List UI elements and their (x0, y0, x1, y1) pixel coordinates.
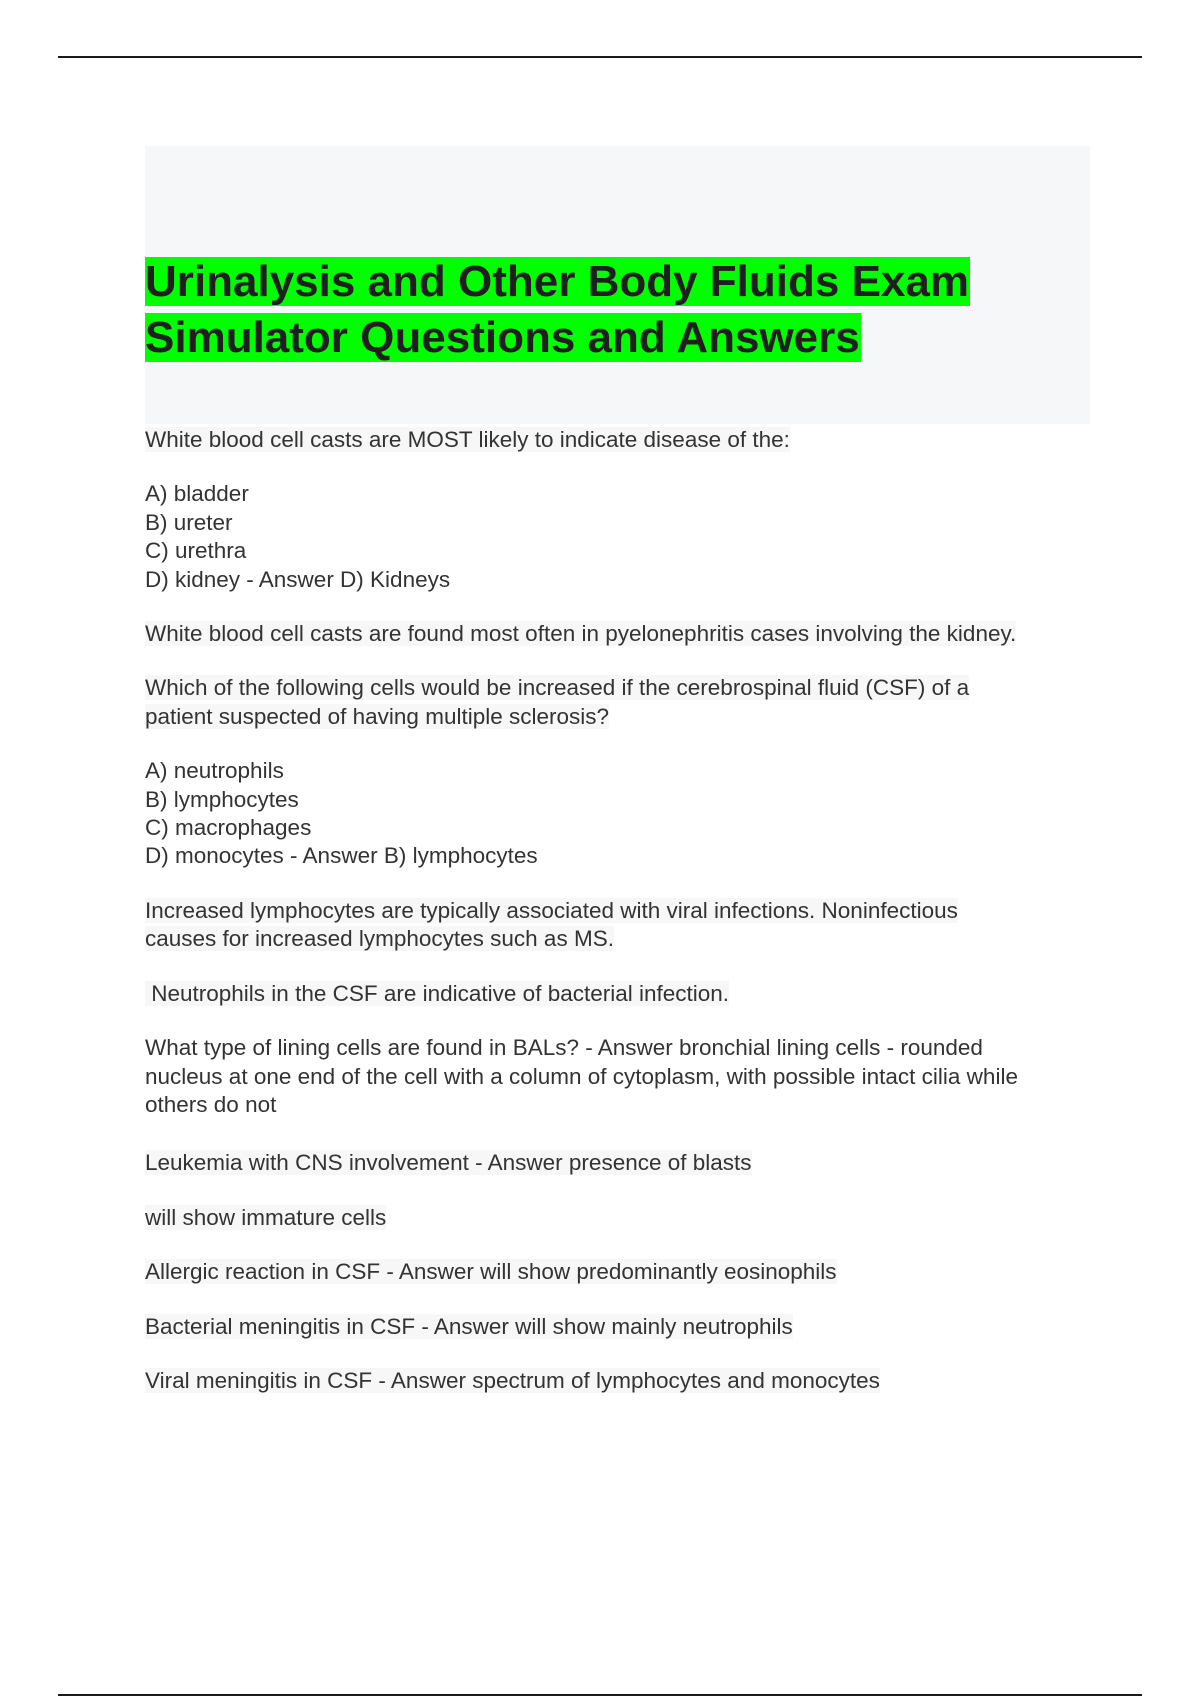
title-line-1: Urinalysis and Other Body Fluids Exam (145, 257, 969, 306)
q2-explanation (145, 897, 1090, 954)
q3-line-2: nucleus at one end of the cell with a column of cytoplasm, with possible intact cilia while (145, 1063, 1018, 1089)
q5-answer: Allergic reaction in CSF - Answer will show predominantly eosinophils (145, 1259, 837, 1285)
q1-option-b: B) ureter (145, 509, 233, 535)
q2-note: Neutrophils in the CSF are indicative of bacterial infection. (145, 980, 730, 1006)
title-line-2: Simulator Questions and Answers (145, 313, 860, 362)
header-rule (58, 56, 1142, 58)
title-block (145, 146, 1090, 424)
q7-answer: Viral meningitis in CSF - Answer spectrum of lymphocytes and monocytes (145, 1367, 880, 1393)
document-body (145, 146, 1090, 1395)
q2-explanation-line-1: Increased lymphocytes are typically associated with viral infections. Noninfectious (145, 897, 958, 923)
q4-answer: Leukemia with CNS involvement - Answer presence of blasts (145, 1150, 752, 1176)
q3-line-3: others do not (145, 1091, 277, 1117)
q1-option-c: C) urethra (145, 538, 247, 564)
q4-followup: will show immature cells (145, 1204, 387, 1230)
q2-option-b: B) lymphocytes (145, 786, 299, 812)
document-title (145, 254, 970, 366)
q2-question (145, 674, 1090, 731)
q2-options (145, 757, 1090, 871)
q1-option-a: A) bladder (145, 481, 249, 507)
q1-option-d-answer: D) kidney - Answer D) Kidneys (145, 566, 451, 592)
q3-answer (145, 1034, 1090, 1119)
footer-rule (58, 1694, 1142, 1696)
q2-option-a: A) neutrophils (145, 758, 284, 784)
q2-question-line-1: Which of the following cells would be increased if the cerebrospinal fluid (CSF) of a (145, 675, 970, 701)
q1-options (145, 480, 1090, 594)
q1-explanation: White blood cell casts are found most often in pyelonephritis cases involving the kidney. (145, 621, 1017, 647)
q3-line-1: What type of lining cells are found in BALs? - Answer bronchial lining cells - rounded (145, 1035, 983, 1061)
q2-question-line-2: patient suspected of having multiple sclerosis? (145, 703, 610, 729)
q1-question: White blood cell casts are MOST likely to indicate disease of the: (145, 427, 790, 452)
q2-option-c: C) macrophages (145, 815, 312, 841)
q2-explanation-line-2: causes for increased lymphocytes such as MS. (145, 926, 614, 952)
q6-answer: Bacterial meningitis in CSF - Answer will show mainly neutrophils (145, 1313, 793, 1339)
q2-option-d-answer: D) monocytes - Answer B) lymphocytes (145, 843, 538, 869)
